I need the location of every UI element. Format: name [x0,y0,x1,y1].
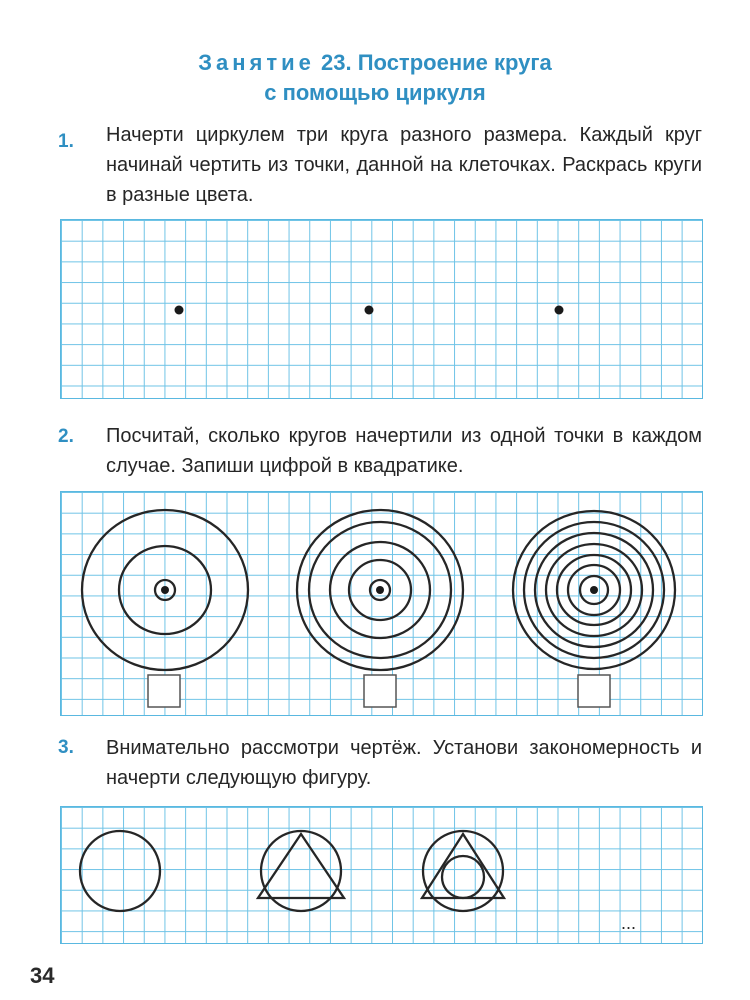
task-2-grid [60,491,703,716]
task-3-grid[interactable] [60,806,703,944]
task-2-text: Посчитай, сколько кругов начертили из одной точки в каждом случае. Запиши цифрой в квадратике. [106,425,702,477]
task-2-drawing [61,492,704,717]
task-1-text: Начерти циркулем три круга разного размера. Каждый круг начинай чертить из точки, данной на клеточках. Раскрась круги в разные цвета. [106,124,702,206]
lesson-title-main: Построение круга [357,50,552,75]
task-3-drawing [61,807,704,945]
task-3-text: Внимательно рассмотри чертёж. Установи закономерность и начерти следующую фигуру. [106,737,702,789]
task-1-drawing [61,220,704,400]
lesson-word: Занятие [198,50,315,75]
page-number: 34 [30,963,55,988]
center-dot-a [161,586,169,594]
answer-box-1[interactable] [148,675,180,707]
continuation-ellipsis: ... [621,913,637,933]
answer-box-3[interactable] [578,675,610,707]
center-dot-c [590,586,598,594]
center-dot-3 [555,306,564,315]
task-3-number: 3. [58,737,74,758]
lesson-title-line-2: с помощью циркуля [264,80,486,105]
lesson-number: 23. [321,50,352,75]
task-2-number: 2. [58,426,74,447]
figure-1-circle [80,831,160,911]
center-dot-1 [175,306,184,315]
task-1-number: 1. [58,131,74,152]
center-dot-2 [365,306,374,315]
task-1-grid[interactable] [60,219,703,399]
lesson-title-line-1 [0,48,750,78]
lesson-title [0,48,750,108]
center-dot-b [376,586,384,594]
answer-box-2[interactable] [364,675,396,707]
figure-3-inner-circle [442,856,484,898]
